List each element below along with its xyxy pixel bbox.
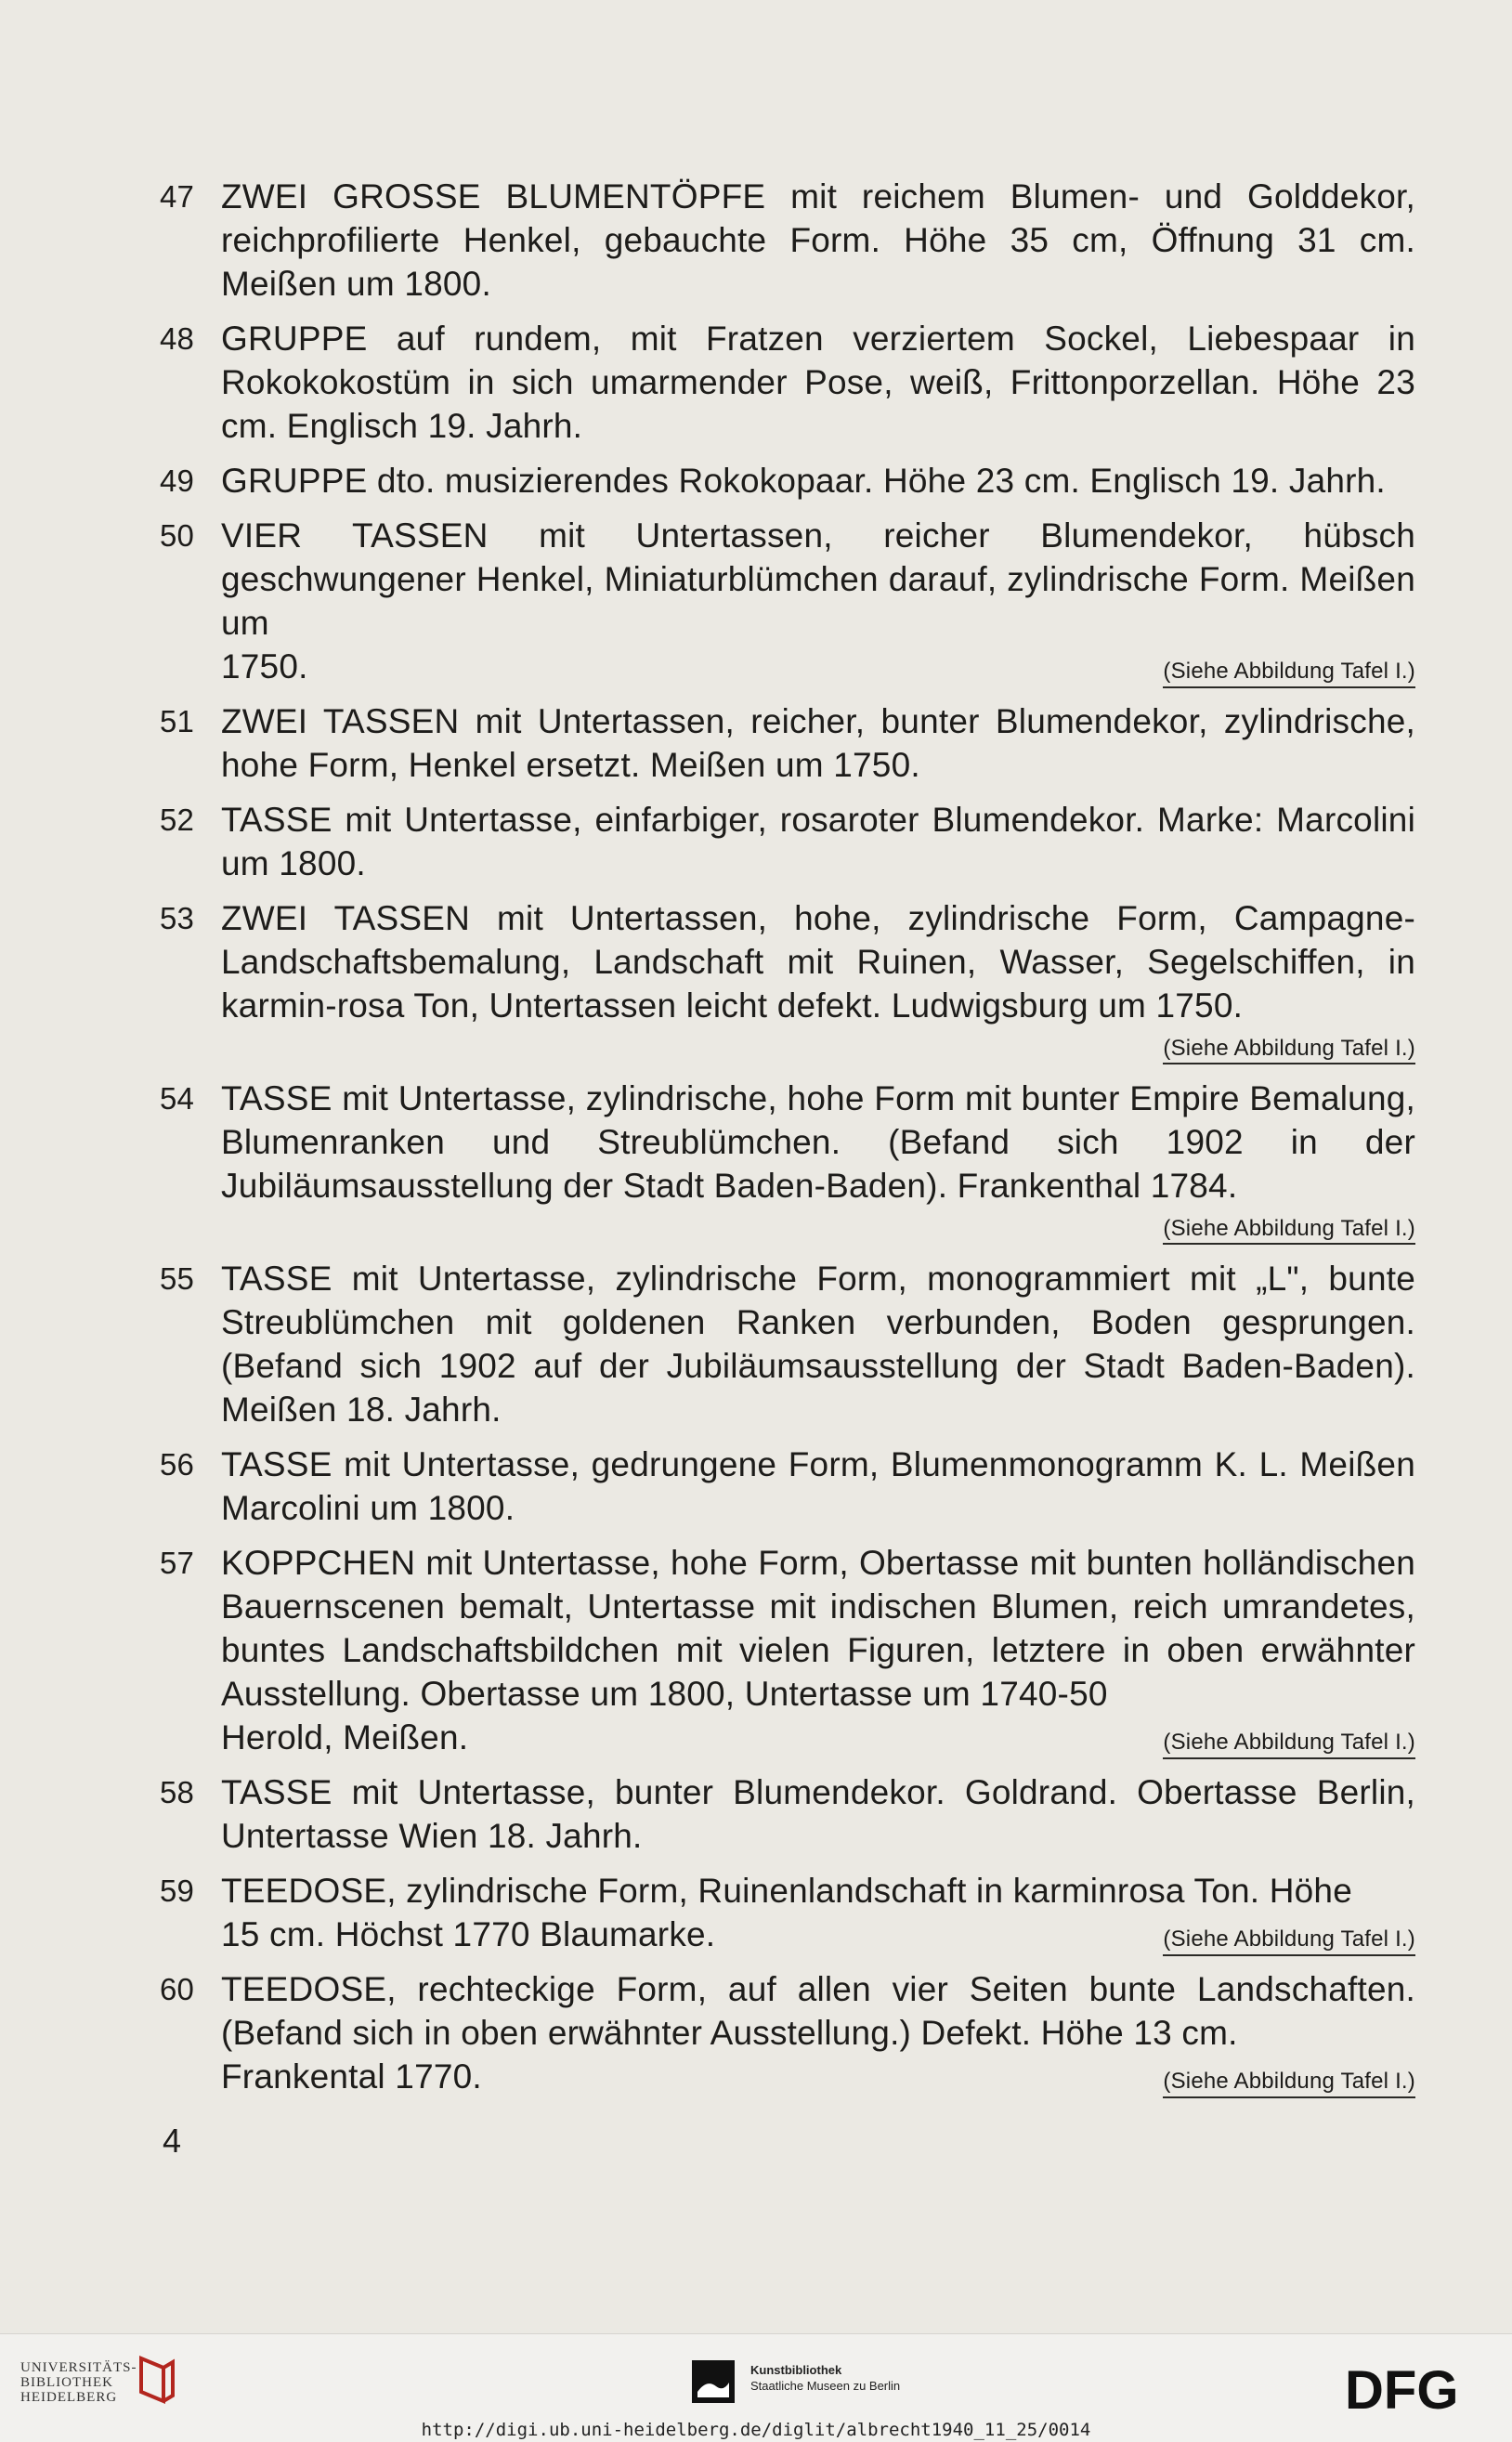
entry-last-line (221, 2055, 1415, 2098)
entry-number: 52 (160, 803, 195, 837)
entry-text: TEEDOSE, zylindrische Form, Ruinenlandschaft in karminrosa Ton. Höhe (221, 1872, 1352, 1910)
dfg-logo-icon[interactable] (1345, 2362, 1486, 2416)
catalog-entries (160, 175, 1415, 2109)
illustration-reference-row (221, 1022, 1415, 1065)
entry-text: TASSE mit Untertasse, gedrungene Form, Blumenmonogramm K. L. Meißen Marcolini um 1800. (221, 1445, 1415, 1527)
illustration-reference: (Siehe Abbildung Tafel I.) (1163, 2069, 1415, 2098)
catalog-entry (160, 1770, 1415, 1858)
entry-number: 58 (160, 1775, 195, 1809)
dfg-logo-text: DFG (1345, 2362, 1459, 2416)
entry-number: 56 (160, 1447, 195, 1482)
entry-text: ZWEI TASSEN mit Untertassen, hohe, zylindrische Form, Campagne-Landschaftsbemalung, Landschaft mit Ruinen, Wasser, Segelschiffen, in karmin-rosa Ton, Untertassen leicht defekt. Ludwigsburg um 1750. (221, 899, 1415, 1025)
catalog-entry (160, 896, 1415, 1065)
kunstbibliothek-logo-icon[interactable] (692, 2360, 735, 2403)
catalog-entry (160, 1541, 1415, 1759)
entry-number: 55 (160, 1261, 195, 1296)
illustration-reference-row (221, 1202, 1415, 1246)
catalog-entry (160, 798, 1415, 885)
illustration-reference: (Siehe Abbildung Tafel I.) (1163, 1730, 1415, 1759)
entry-number: 50 (160, 518, 195, 553)
entry-text: ZWEI GROSSE BLUMENTÖPFE mit reichem Blumen- und Golddekor, reichprofilierte Henkel, gebauchte Form. Höhe 35 cm, Öffnung 31 cm. Meißen um 1800. (221, 177, 1415, 303)
entry-text: TEEDOSE, rechteckige Form, auf allen vier Seiten bunte Landschaften. (Befand sich in oben erwähnter Ausstellung.) Defekt. Höhe 13 cm. (221, 1970, 1415, 2052)
illustration-reference: (Siehe Abbildung Tafel I.) (1163, 1036, 1415, 1064)
catalog-entry (160, 1443, 1415, 1530)
entry-number: 57 (160, 1546, 195, 1580)
illustration-reference: (Siehe Abbildung Tafel I.) (1163, 1926, 1415, 1956)
entry-text: TASSE mit Untertasse, bunter Blumendekor. Goldrand. Obertasse Berlin, Untertasse Wien 18. Jahrh. (221, 1773, 1415, 1855)
entry-text: VIER TASSEN mit Untertassen, reicher Blumendekor, hübsch geschwungener Henkel, Miniaturblümchen darauf, zylindrische Form. Meißen um (221, 516, 1415, 642)
entry-text-tail: 1750. (221, 647, 308, 686)
entry-number: 60 (160, 1972, 195, 2006)
entry-text: ZWEI TASSEN mit Untertassen, reicher, bunter Blumendekor, zylindrische, hohe Form, Henkel ersetzt. Meißen um 1750. (221, 702, 1415, 784)
page-number: 4 (163, 2122, 182, 2160)
university-library-logo-text[interactable] (20, 2360, 137, 2405)
catalog-entry (160, 514, 1415, 688)
entry-text: GRUPPE auf rundem, mit Fratzen verziertem Sockel, Liebespaar in Rokokokostüm in sich umarmender Pose, weiß, Frittonporzellan. Höhe 23 cm. Englisch 19. Jahrh. (221, 320, 1415, 445)
entry-number: 59 (160, 1874, 195, 1908)
catalog-entry (160, 175, 1415, 306)
catalog-entry (160, 699, 1415, 787)
heidelberg-logo-icon[interactable] (136, 2355, 176, 2409)
entry-number: 51 (160, 704, 195, 738)
entry-number: 53 (160, 901, 195, 935)
entry-text-tail: Frankental 1770. (221, 2057, 482, 2096)
entry-last-line (221, 1716, 1415, 1759)
kb-title: Kunstbibliothek (750, 2363, 842, 2377)
catalog-entry (160, 1869, 1415, 1956)
entry-text: KOPPCHEN mit Untertasse, hohe Form, Obertasse mit bunten holländischen Bauernscenen bemalt, Untertasse mit indischen Blumen, reich umrandetes, buntes Landschaftsbildchen mit vielen Figuren, letztere in oben erwähnter Ausstellung. Obertasse um 1800, Untertasse um 1740-50 (221, 1544, 1415, 1713)
university-line-1: UNIVERSITÄTS- (20, 2360, 137, 2375)
university-line-2: BIBLIOTHEK (20, 2375, 113, 2390)
entry-text: GRUPPE dto. musizierendes Rokokopaar. Höhe 23 cm. Englisch 19. Jahrh. (221, 462, 1386, 500)
illustration-reference: (Siehe Abbildung Tafel I.) (1163, 659, 1415, 688)
kunstbibliothek-text (750, 2362, 900, 2394)
entry-text: TASSE mit Untertasse, zylindrische, hohe Form mit bunter Empire Bemalung, Blumenranken und Streublümchen. (Befand sich 1902 in der Jubiläumsausstellung der Stadt Baden-Baden). Frankenthal 1784. (221, 1079, 1415, 1205)
entry-text: TASSE mit Untertasse, einfarbiger, rosaroter Blumendekor. Marke: Marcolini um 1800. (221, 801, 1415, 882)
entry-number: 47 (160, 179, 195, 214)
university-line-3: HEIDELBERG (20, 2390, 118, 2405)
entry-text: TASSE mit Untertasse, zylindrische Form, monogrammiert mit „L", bunte Streublümchen mit goldenen Ranken verbunden, Boden gesprungen. (Befand sich 1902 auf der Jubiläumsausstellung der Stadt Baden-Baden). Meißen 18. Jahrh. (221, 1260, 1415, 1429)
entry-text-tail: Herold, Meißen. (221, 1718, 469, 1756)
entry-last-line (221, 645, 1415, 688)
entry-last-line (221, 1913, 1415, 1956)
entry-number: 48 (160, 321, 195, 356)
entry-text-tail: 15 cm. Höchst 1770 Blaumarke. (221, 1915, 716, 1953)
page-url[interactable]: http://digi.ub.uni-heidelberg.de/diglit/albrecht1940_11_25/0014 (421, 2420, 1091, 2440)
catalog-entry (160, 317, 1415, 448)
catalog-entry (160, 459, 1415, 503)
entry-number: 49 (160, 464, 195, 498)
catalog-entry (160, 1967, 1415, 2098)
kb-subtitle: Staatliche Museen zu Berlin (750, 2379, 901, 2393)
catalog-entry (160, 1077, 1415, 1246)
entry-number: 54 (160, 1081, 195, 1116)
viewer-footer (0, 2333, 1512, 2442)
catalog-entry (160, 1257, 1415, 1431)
illustration-reference: (Siehe Abbildung Tafel I.) (1163, 1216, 1415, 1245)
